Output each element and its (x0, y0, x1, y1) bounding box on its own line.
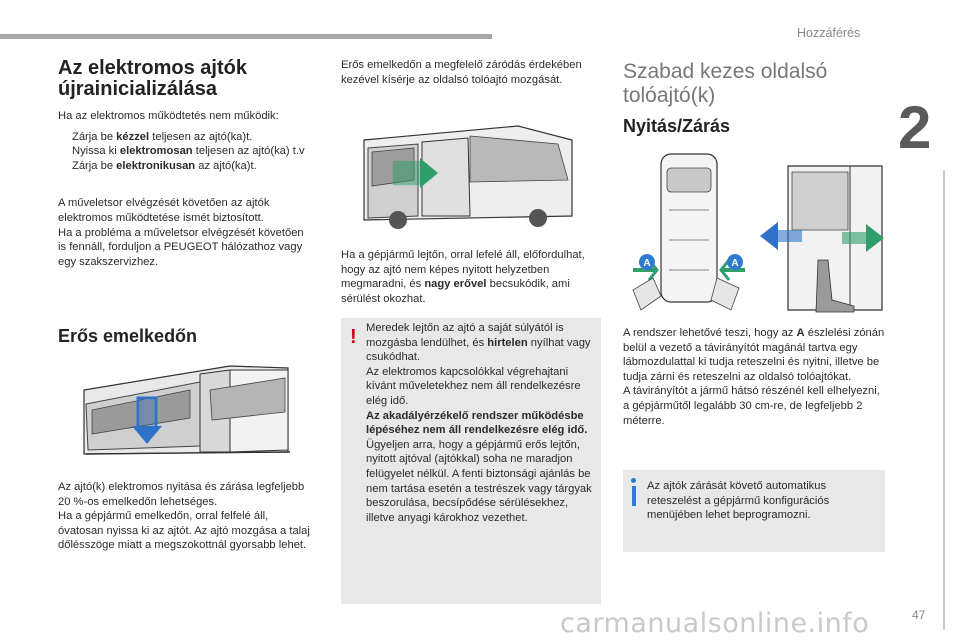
reinit-paragraph: A műveletsor elvégzését követően az ajtók elektromos működtetése ismét biztosított. Ha a probléma a műveletsor elvégzését követően is fennáll, forduljon a PEUGEOT hálózathoz vagy egy szakszervizhez. (58, 197, 304, 268)
page-number: 47 (912, 608, 926, 622)
chapter-number: 2 (898, 94, 932, 161)
warning-box (341, 318, 601, 604)
info-text: Az ajtók zárását követő automatikus reteszelést a gépjármű konfigurációs menüjében lehet beprogramozni. (647, 480, 830, 522)
info-icon (631, 478, 636, 506)
warning-text: Meredek lejtőn az ajtó a saját súlyától is mozgásba lendülhet, és hirtelen nyílhat vagy csukódhat. Az elektromos kapcsolókkal végrehajtani kívánt műveletekhez nem áll rendelkezésre elég idő. Az akadályérzékelő rendszer működésbe lépéséhez nem áll rendelkezésre elég idő. Ügyeljen arra, hogy a gépjármű erős lejtőn, nyitott ajtóval (ajtókkal) soha ne maradjon felügyelet nélkül. A fenti biztonsági ajánlás be nem tartása esetén a testrészek vagy tárgyak beszorulása, becsípődése sérülésekhez, illetve anyagi károkhoz vezethet. (366, 322, 592, 524)
zone-a-right-badge (727, 254, 743, 270)
handsfree-heading: Szabad kezes oldalsó tolóajtó(k) (623, 60, 828, 107)
header-rule (0, 34, 492, 39)
column-2-top (341, 58, 591, 87)
step-item: Zárja be kézzel teljesen az ajtó(ka)t. (72, 130, 253, 143)
foot-gesture-illustration (758, 160, 886, 314)
detection-zone-illustration (627, 150, 751, 324)
van-door-illustration (80, 360, 292, 460)
info-box (623, 470, 885, 552)
slope-paragraph: Az ajtó(k) elektromos nyitása és zárása legfeljebb 20 %-os emelkedőn lehetséges. Ha a gépjármű emelkedőn, orral felfelé áll, óvatosan nyissa ki az ajtót. Az ajtó mozgása a talaj dőlésszöge miatt a megszokottnál gyorsabb lehet. (58, 481, 310, 552)
open-close-heading: Nyitás/Zárás (623, 116, 731, 136)
step-item: Zárja be elektronikusan az ajtó(ka)t. (72, 159, 257, 172)
column-1 (58, 58, 310, 269)
svg-text:A: A (643, 258, 651, 269)
watermark: carmanualsonline.info (560, 608, 870, 639)
reinit-intro: Ha az elektromos működtetés nem működik: (58, 110, 279, 122)
svg-text:A: A (731, 258, 739, 269)
step-item: Nyissa ki elektromosan teljesen az ajtó(ka) t.v (72, 145, 305, 158)
reinit-steps (58, 130, 310, 174)
downhill-paragraph: Ha a gépjármű lejtőn, orral lefelé áll, előfordulhat, hogy az ajtó nem képes nyitott helyzetben megmaradni, és nagy erővel becsukódik, ami sérülést okozhat. (341, 249, 585, 305)
section-title: Hozzáférés (797, 26, 861, 40)
zone-a-left-badge (639, 254, 655, 270)
reinit-heading: Az elektromos ajtók újrainicializálása (58, 57, 247, 100)
handsfree-paragraph: A rendszer lehetővé teszi, hogy az A észlelési zónán belül a vezető a távirányítót magánál tartva egy lábmozdulattal ki tudja reteszelni és nyitni, illetve be tudja zárni és reteszelni az oldalsó tolóajtókat. A távirányítót a jármű hátsó részénél kell elhelyezni, a gépjárműtől legalább 30 cm-re, de legfeljebb 2 méterre. (623, 327, 885, 427)
sidebar-rule (943, 170, 945, 630)
warning-icon: ! (350, 326, 357, 348)
van-door-open-illustration (358, 120, 578, 230)
slope-guidance: Erős emelkedőn a megfelelő záródás érdekében kezével kísérje az oldalsó tolóajtó mozgását. (341, 59, 582, 86)
slope-heading: Erős emelkedőn (58, 326, 198, 346)
